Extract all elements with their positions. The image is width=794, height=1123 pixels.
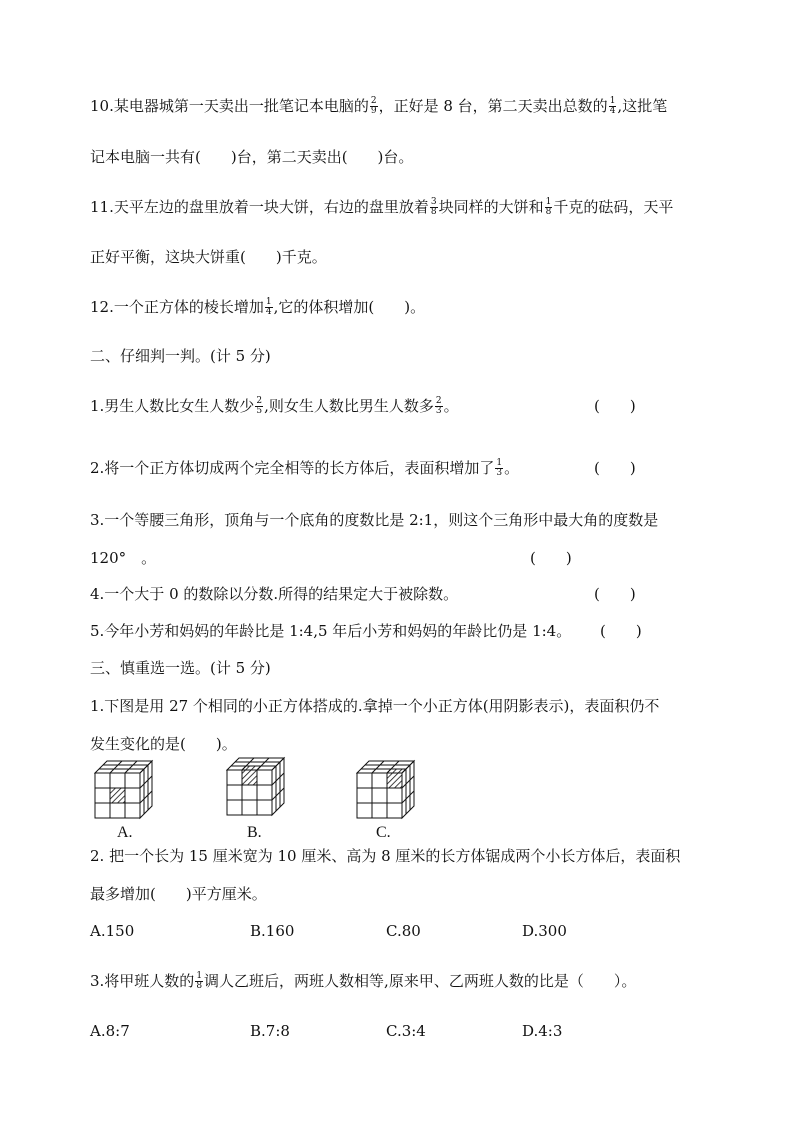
fraction [370,97,378,116]
answer-paren[interactable]: ( ) [594,585,636,603]
fraction-numerator: 2 [435,395,442,406]
answer-paren[interactable]: ( ) [594,459,636,477]
fraction [265,298,273,317]
q10-line1 [90,96,667,117]
fraction-numerator: 1 [265,296,272,307]
judge-item-1 [90,396,459,417]
judge-item-2 [90,458,519,479]
fraction [435,397,443,416]
q11-text-b: 块同样的大饼和 [438,198,544,216]
answer-paren[interactable]: ( ) [594,397,636,415]
fraction [430,198,438,217]
cube-label-c: C. [376,824,391,841]
q10-text-b: ，正好是 8 台，第二天卖出总数的 [378,97,608,115]
q11-text-a: 11.天平左边的盘里放着一块大饼，右边的盘里放着 [90,198,429,216]
q12-text-a: 12.一个正方体的棱长增加 [90,298,264,316]
fraction-denominator: 8 [545,206,552,217]
fraction [195,972,203,991]
cube-label-a: A. [117,824,133,841]
choice-q3-line [90,971,636,992]
choice-q1-line2: 发生变化的是( )。 [90,735,237,753]
choice-q2-line1: 2. 把一个长为 15 厘米宽为 10 厘米、高为 8 厘米的长方体锯成两个小长方体后，表面积 [90,847,681,865]
q11-text-c: 千克的砝码，天平 [553,198,674,216]
answer-paren[interactable]: ( ) [600,622,642,640]
option-d[interactable]: D.4:3 [522,1022,563,1040]
judge-text: 2.将一个正方体切成两个完全相等的长方体后，表面积增加了 [90,459,495,477]
fraction [255,397,263,416]
fraction-numerator: 1 [496,457,503,468]
fraction-numerator: 2 [370,95,377,106]
q10-text-c: ,这批笔 [617,97,668,115]
q10-text-a: 10.某电器城第一天卖出一批笔记本电脑的 [90,97,369,115]
fraction-numerator: 2 [256,395,263,406]
option-c[interactable]: C.80 [386,922,421,940]
option-b[interactable]: B.7:8 [250,1022,290,1040]
fraction [495,459,503,478]
section3-title: 三、慎重选一选。(计 5 分) [90,659,271,677]
fraction-denominator: 8 [430,206,437,217]
judge-text: 。 [504,459,520,477]
option-a[interactable]: A.150 [90,922,135,940]
judge-text: 1.男生人数比女生人数少 [90,397,255,415]
fraction-denominator: 5 [256,405,263,416]
cube-label-b: B. [247,824,262,841]
section2-title: 二、仔细判一判。(计 5 分) [90,347,271,365]
fraction-numerator: 3 [430,196,437,207]
choice-q3-text-b: 调人乙班后，两班人数相等,原来甲、乙两班人数的比是（ ）。 [204,972,637,990]
fraction [545,198,553,217]
choice-q2-line2: 最多增加( )平方厘米。 [90,885,267,903]
choice-q1-line1: 1.下图是用 27 个相同的小正方体搭成的.拿掉一个小正方体(用阴影表示)，表面积仍不 [90,697,660,715]
fraction-numerator: 1 [545,196,552,207]
fraction-denominator: 3 [496,467,503,478]
judge-text: 。 [443,397,459,415]
answer-paren[interactable]: ( ) [530,549,572,567]
fraction-denominator: 4 [265,306,272,317]
option-d[interactable]: D.300 [522,922,567,940]
fraction-denominator: 8 [196,980,203,991]
fraction-numerator: 1 [196,970,203,981]
q12-line [90,297,425,318]
cube-b-icon [226,755,286,817]
cube-figure-b [226,755,286,821]
fraction-denominator: 3 [435,405,442,416]
fraction [609,97,617,116]
choice-q3-text-a: 3.将甲班人数的 [90,972,195,990]
option-b[interactable]: B.160 [250,922,295,940]
option-c[interactable]: C.3:4 [386,1022,426,1040]
judge-text: ,则女生人数比男生人数多 [264,397,434,415]
fraction-numerator: 1 [609,95,616,106]
fraction-denominator: 9 [370,105,377,116]
q12-text-b: ,它的体积增加( )。 [273,298,426,316]
cube-figure-c [356,758,416,824]
cube-figure-a [94,758,154,824]
judge-item-5: 5.今年小芳和妈妈的年龄比是 1:4,5 年后小芳和妈妈的年龄比仍是 1:4。 [90,622,572,640]
judge-item-4: 4.一个大于 0 的数除以分数.所得的结果定大于被除数。 [90,585,459,603]
cube-c-icon [356,758,416,820]
q10-line2: 记本电脑一共有( )台，第二天卖出( )台。 [90,148,414,166]
fraction-denominator: 4 [609,105,616,116]
cube-a-icon [94,758,154,820]
judge-item-3-line2: 120° 。 [90,549,157,567]
q11-line1 [90,197,673,218]
q11-line2: 正好平衡，这块大饼重( )千克。 [90,248,327,266]
option-a[interactable]: A.8:7 [90,1022,130,1040]
judge-item-3-line1: 3.一个等腰三角形，顶角与一个底角的度数比是 2:1，则这个三角形中最大角的度数是 [90,511,659,529]
